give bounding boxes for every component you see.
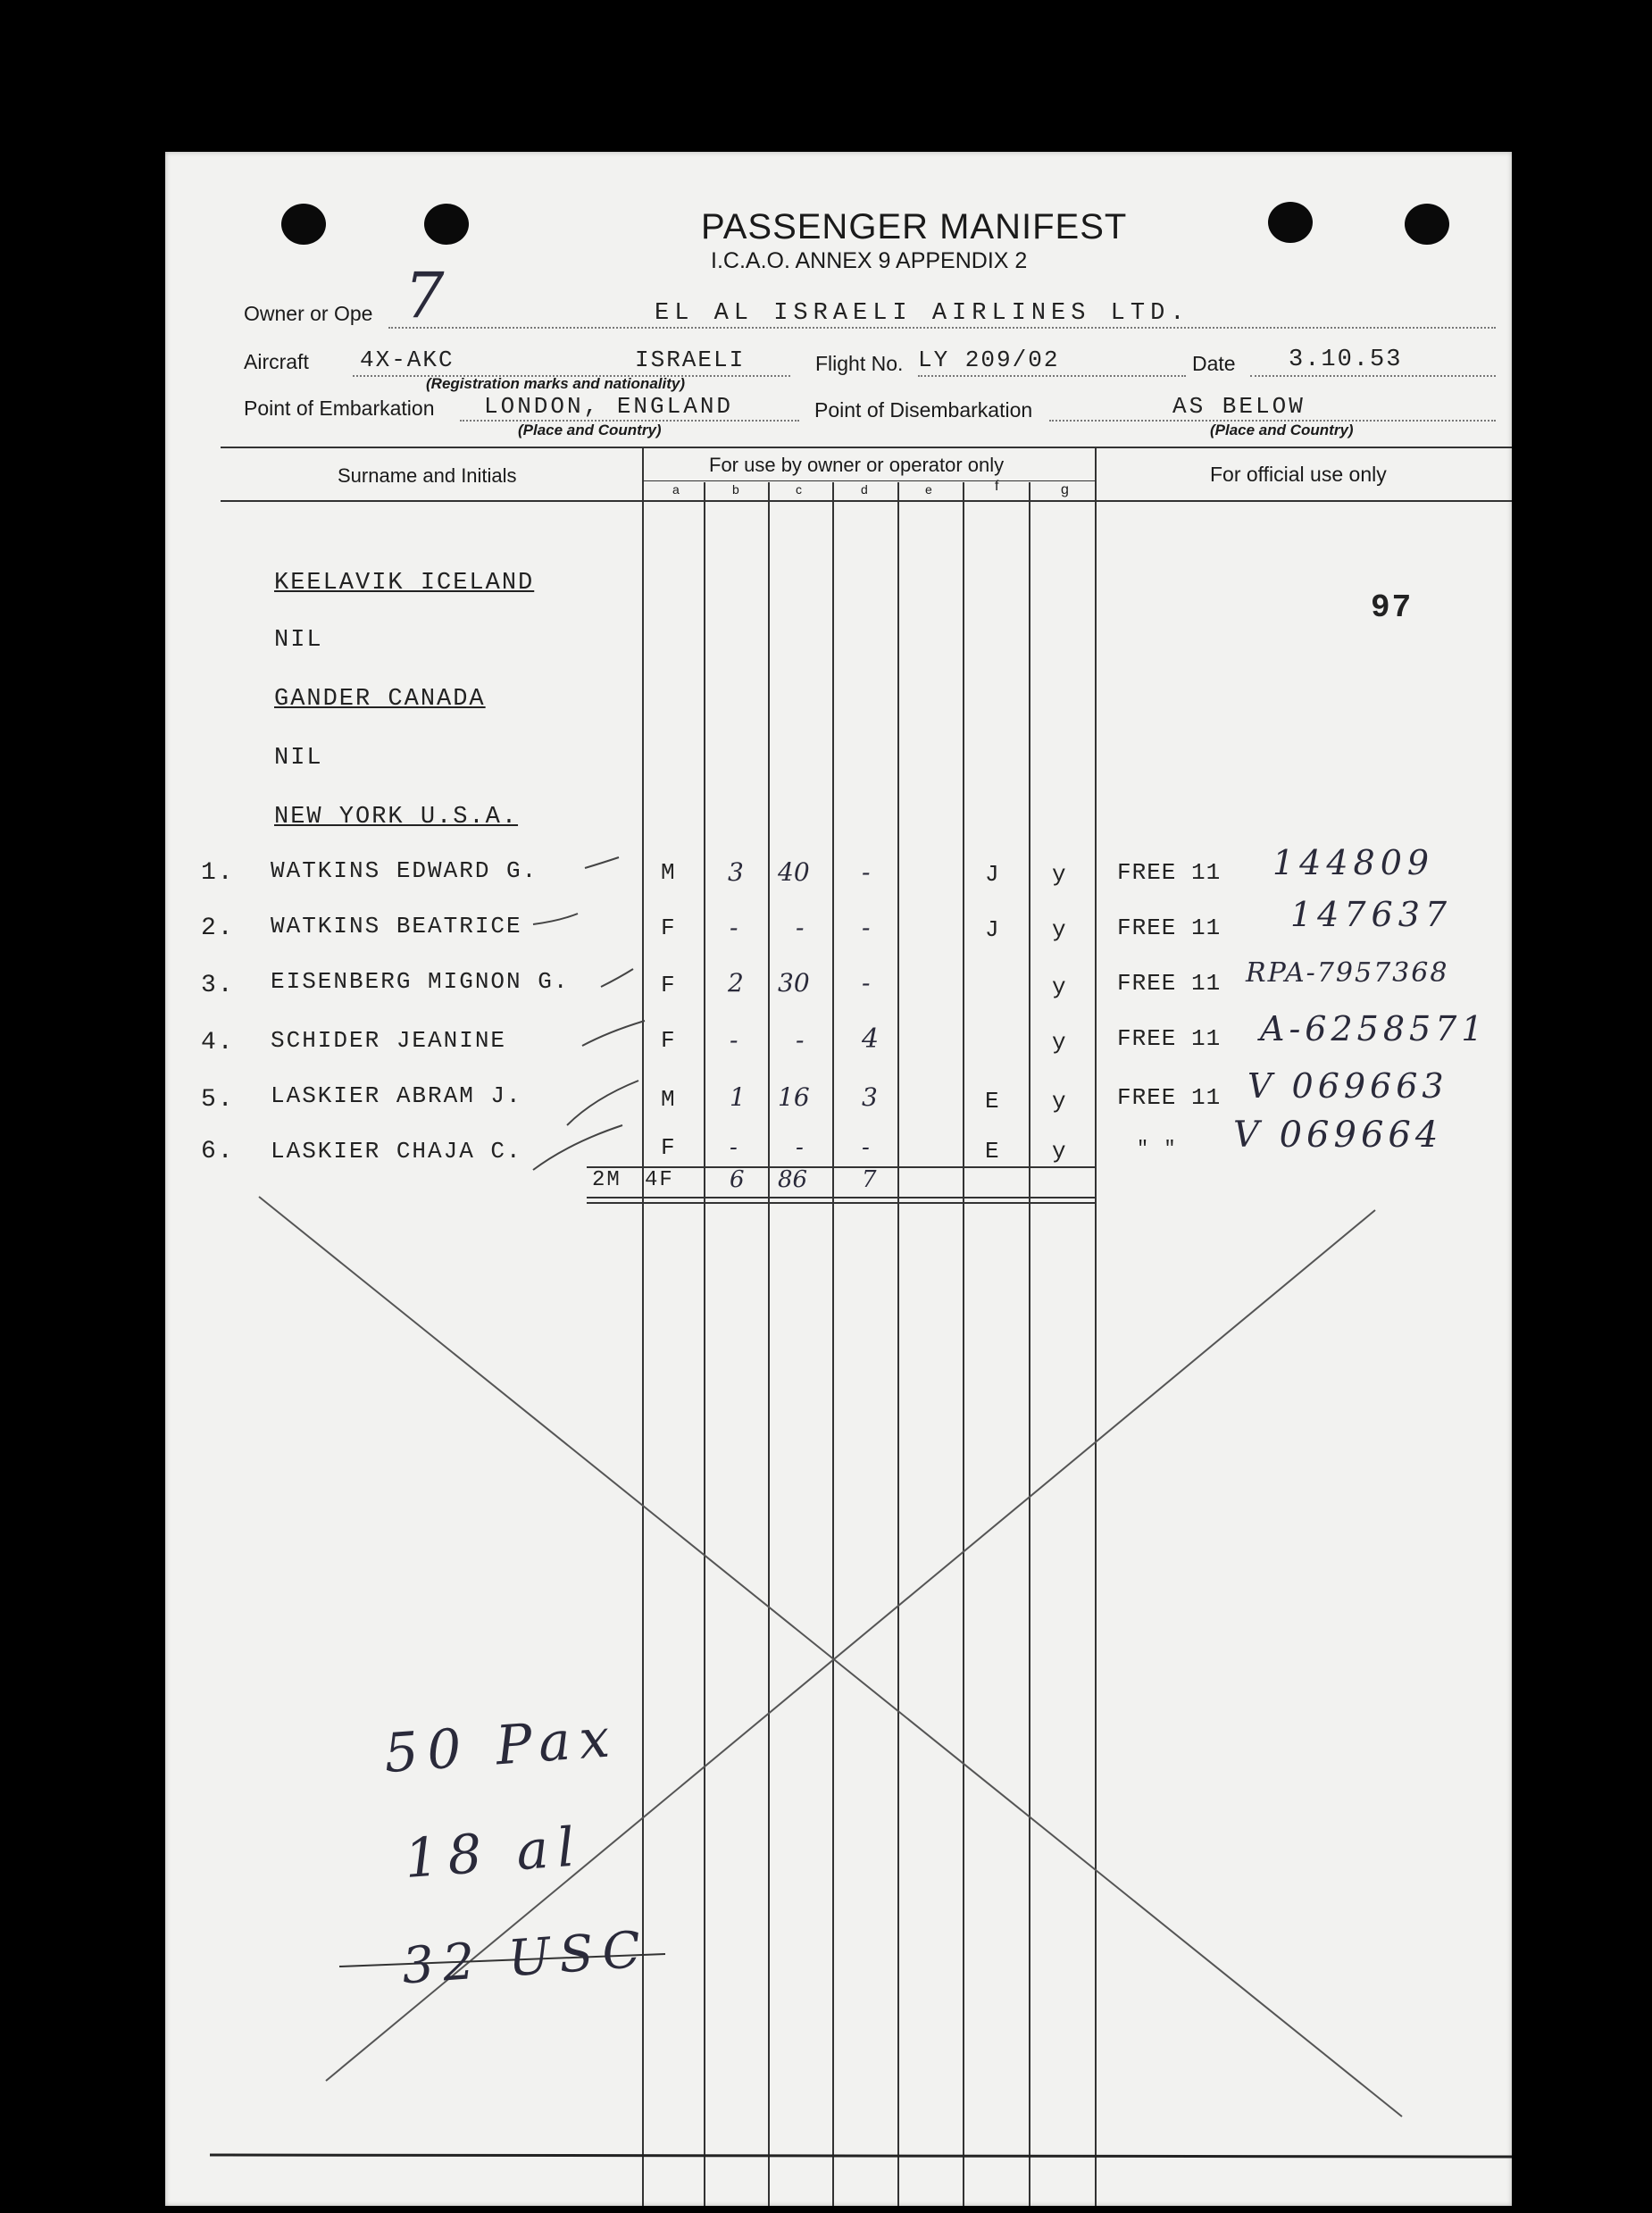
cell-d: 3 bbox=[862, 1082, 878, 1112]
cell-b: - bbox=[730, 913, 738, 942]
subcol-f: f bbox=[995, 479, 999, 494]
cell-a: F bbox=[661, 914, 677, 941]
official-handwritten-number: RPA-7957368 bbox=[1246, 957, 1449, 989]
disembarkation-value: AS BELOW bbox=[1172, 393, 1306, 420]
subcol-b: b bbox=[732, 482, 739, 497]
cell-a: F bbox=[661, 1027, 677, 1054]
cell-g: y bbox=[1052, 1138, 1068, 1165]
cell-f: E bbox=[985, 1138, 1001, 1165]
official-use-column-header: For official use only bbox=[1210, 463, 1387, 486]
owner-label: Owner or Ope bbox=[244, 302, 373, 325]
official-status: FREE 11 bbox=[1117, 1025, 1222, 1052]
section-nil-2: NIL bbox=[274, 745, 323, 772]
passenger-name: WATKINS BEATRICE bbox=[271, 913, 522, 939]
passenger-name: SCHIDER JEANINE bbox=[271, 1027, 507, 1054]
cell-b: 2 bbox=[728, 968, 744, 998]
passenger-name: WATKINS EDWARD G. bbox=[271, 857, 538, 884]
subcol-c: c bbox=[796, 482, 802, 497]
passenger-name: LASKIER ABRAM J. bbox=[271, 1082, 522, 1109]
total-c: 86 bbox=[778, 1166, 808, 1193]
embarkation-note: (Place and Country) bbox=[518, 422, 662, 438]
passenger-name: EISENBERG MIGNON G. bbox=[271, 968, 570, 995]
official-status: FREE 11 bbox=[1117, 914, 1222, 941]
cell-d: - bbox=[862, 857, 871, 887]
cell-c: 40 bbox=[778, 857, 810, 887]
disembarkation-note: (Place and Country) bbox=[1210, 422, 1354, 438]
cell-g: y bbox=[1052, 1029, 1068, 1056]
page-number: 97 bbox=[1371, 589, 1414, 626]
cell-f: E bbox=[985, 1088, 1001, 1115]
total-d: 7 bbox=[862, 1166, 877, 1193]
total-males: 2M bbox=[592, 1168, 622, 1192]
cell-g: y bbox=[1052, 1088, 1068, 1115]
page-subtitle: I.C.A.O. ANNEX 9 APPENDIX 2 bbox=[711, 248, 1028, 273]
handwritten-tally-line1: 50 Pax bbox=[381, 1706, 621, 1786]
cell-a: M bbox=[661, 859, 677, 886]
cell-g: y bbox=[1052, 973, 1068, 1000]
passenger-name: LASKIER CHAJA C. bbox=[271, 1138, 522, 1165]
cell-f: J bbox=[985, 861, 1001, 888]
page-title: PASSENGER MANIFEST bbox=[701, 207, 1128, 246]
official-status: FREE 11 bbox=[1117, 970, 1222, 997]
row-number: 2. bbox=[201, 914, 235, 942]
official-status: FREE 11 bbox=[1117, 859, 1222, 886]
subcol-a: a bbox=[672, 482, 680, 497]
aircraft-label: Aircraft bbox=[244, 350, 309, 373]
official-handwritten-number: A-6258571 bbox=[1260, 1009, 1488, 1048]
section-gander: GANDER CANADA bbox=[274, 686, 486, 713]
official-handwritten-number: V 069663 bbox=[1247, 1066, 1448, 1106]
subcol-e: e bbox=[925, 482, 932, 497]
cell-d: - bbox=[862, 913, 871, 942]
cell-b: - bbox=[730, 1025, 738, 1055]
cell-d: - bbox=[862, 968, 871, 998]
embarkation-label: Point of Embarkation bbox=[244, 397, 435, 420]
cell-c: - bbox=[796, 913, 805, 942]
cell-c: 16 bbox=[778, 1082, 810, 1112]
cell-g: y bbox=[1052, 916, 1068, 943]
cell-b: - bbox=[730, 1134, 738, 1161]
cell-f: J bbox=[985, 916, 1001, 943]
cell-b: 1 bbox=[730, 1082, 746, 1112]
section-new-york: NEW YORK U.S.A. bbox=[274, 804, 519, 831]
disembarkation-label: Point of Disembarkation bbox=[814, 398, 1033, 422]
row-number: 1. bbox=[201, 859, 235, 887]
row-number: 5. bbox=[201, 1086, 235, 1114]
total-b: 6 bbox=[730, 1166, 745, 1193]
manifest-page bbox=[165, 152, 1512, 2206]
official-handwritten-number: 147637 bbox=[1290, 895, 1453, 934]
owner-use-column-header: For use by owner or operator only bbox=[709, 454, 1005, 476]
cell-a: F bbox=[661, 1134, 677, 1161]
aircraft-nationality: ISRAELI bbox=[635, 347, 746, 373]
cell-b: 3 bbox=[728, 857, 744, 887]
official-handwritten-number: 144809 bbox=[1272, 843, 1435, 882]
cell-c: 30 bbox=[778, 968, 810, 998]
row-number: 3. bbox=[201, 972, 235, 999]
date-label: Date bbox=[1192, 352, 1236, 375]
cancellation-cross bbox=[165, 152, 1512, 2206]
row-number: 4. bbox=[201, 1029, 235, 1056]
official-handwritten-number: V 069664 bbox=[1233, 1115, 1443, 1156]
aircraft-registration: 4X-AKC bbox=[360, 347, 455, 373]
total-females: 4F bbox=[645, 1168, 674, 1192]
embarkation-value: LONDON, ENGLAND bbox=[484, 393, 734, 420]
cell-c: - bbox=[796, 1025, 805, 1055]
handwritten-seven: 7 bbox=[405, 259, 445, 332]
cell-a: F bbox=[661, 972, 677, 998]
handwritten-tally-line3: 32 USC bbox=[400, 1920, 652, 1996]
subcol-d: d bbox=[861, 482, 868, 497]
cell-d: - bbox=[862, 1134, 870, 1161]
flight-label: Flight No. bbox=[815, 352, 904, 375]
surname-column-header: Surname and Initials bbox=[338, 464, 517, 487]
row-number: 6. bbox=[201, 1138, 235, 1165]
subcol-g: g bbox=[1061, 482, 1069, 497]
cell-g: y bbox=[1052, 861, 1068, 888]
handwritten-tally-line2: 18 al bbox=[402, 1816, 586, 1891]
cell-a: M bbox=[661, 1086, 677, 1113]
aircraft-note: (Registration marks and nationality) bbox=[426, 375, 685, 392]
date-value: 3.10.53 bbox=[1289, 347, 1403, 373]
official-status: FREE 11 bbox=[1117, 1084, 1222, 1111]
cell-c: - bbox=[796, 1134, 804, 1161]
official-status: " " bbox=[1137, 1138, 1178, 1160]
owner-value: EL AL ISRAELI AIRLINES LTD. bbox=[655, 300, 1190, 327]
cell-d: 4 bbox=[862, 1023, 880, 1055]
section-nil-1: NIL bbox=[274, 627, 323, 654]
section-keelavik: KEELAVIK ICELAND bbox=[274, 570, 535, 597]
flight-value: LY 209/02 bbox=[918, 347, 1060, 373]
